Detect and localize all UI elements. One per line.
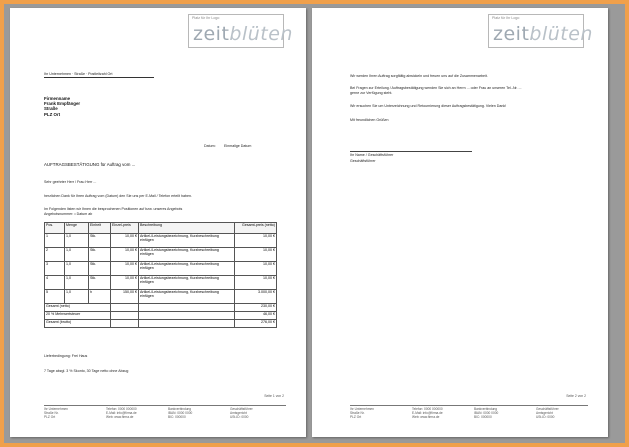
footer-col-bank [474, 407, 536, 420]
page-2 [312, 8, 608, 437]
header-description: Beschreibung [139, 223, 235, 234]
vat-label: 20 % Mehrwertsteuer [45, 312, 111, 320]
footer-text: Bankverbindung [474, 407, 498, 411]
cell-description: Artikel-/Leistungsbezeichnung, Kurzbeschreibung einfügen [139, 248, 235, 262]
sum-net-value: 230,00 € [235, 304, 277, 312]
footer-col-address [44, 407, 106, 420]
footer-text: Amtsgericht [536, 411, 553, 416]
recipient-name: Frank Empfänger [44, 101, 81, 106]
address-block [44, 72, 154, 117]
cell-total: 10,00 € [235, 248, 277, 262]
cell-qty: 1,0 [65, 234, 89, 248]
logo-placeholder [488, 14, 593, 48]
footer-text: Straße Nr. [44, 411, 59, 416]
page-number: Seite 2 von 2 [566, 394, 586, 398]
footer-divider [350, 405, 588, 406]
vat-row [45, 312, 277, 320]
logo-caption: Platz für Ihr Logo [492, 16, 520, 20]
cell-unit: h [89, 290, 111, 304]
header-pos: Pos. [45, 223, 65, 234]
sum-gross-label: Gesamt (brutto) [45, 320, 111, 328]
footer-text: E-Mail: info@firma.de [106, 411, 137, 416]
footer-col-contact [412, 407, 474, 420]
footer-text: Web: www.firma.de [412, 415, 440, 420]
closing-greeting: Mit freundlichen Grüßen [350, 118, 389, 122]
footer-text: Straße Nr. [350, 411, 365, 416]
recipient-company: Firmenname [44, 95, 71, 101]
recipient-city: PLZ Ort [44, 111, 61, 117]
footer-text: Telefon: 0000 000000 [412, 407, 443, 411]
footer-text: IBAN: 0000 0000 [168, 411, 193, 416]
closing-line-1: Wir werden Ihren Auftrag sorgfältig abwickeln und freuen uns auf die Zusammenarbeit. [350, 74, 488, 78]
payment-terms: 7 Tage abzgl. 3 % Skonto, 30 Tage netto ohne Abzug [44, 369, 129, 373]
recipient-street: Straße [44, 106, 58, 112]
list-intro-line-2: Angebotsnummer: • Datum ab [44, 212, 93, 216]
footer-text: Geschäftsführer [536, 407, 559, 411]
sender-line: Ihr Unternehmen · Straße · Postleitzahl Ort [44, 72, 154, 78]
footer-text: Telefon: 0000 000000 [106, 407, 137, 411]
footer-text: Geschäftsführer [230, 407, 253, 411]
footer-col-legal [230, 407, 292, 420]
cell-total: 3.000,00 € [235, 290, 277, 304]
footer-text: PLZ Ort [44, 415, 56, 420]
footer [44, 407, 292, 420]
header-qty: Menge [65, 223, 89, 234]
date-value: Einmalige Datum [224, 144, 252, 148]
footer [350, 407, 598, 420]
page-number: Seite 1 von 2 [264, 394, 284, 398]
cell-total: 10,00 € [235, 276, 277, 290]
positions-table [44, 222, 277, 328]
table-row [45, 248, 277, 262]
sum-gross-value: 276,00 € [235, 320, 277, 328]
vat-value: 46,00 € [235, 312, 277, 320]
cell-price: 10,00 € [111, 262, 139, 276]
footer-col-contact [106, 407, 168, 420]
cell-pos: 5 [45, 290, 65, 304]
cell-unit: Stk. [89, 276, 111, 290]
cell-price: 150,00 € [111, 290, 139, 304]
logo-main-text: zeit [493, 23, 530, 45]
table-row [45, 276, 277, 290]
footer-col-address [350, 407, 412, 420]
cell-unit: Stk. [89, 248, 111, 262]
header-price: Einzel-preis [111, 223, 139, 234]
closing-line-4: Wir ersuchen Sie um Unterzeichnung und Retournierung dieser Auftragsbestätigung. Vielen Dank! [350, 104, 507, 108]
delivery-terms: Lieferbedingung: Frei Haus [44, 354, 88, 358]
cell-qty: 1,0 [65, 290, 89, 304]
footer-text: Ihr Unternehmen [44, 407, 68, 411]
cell-price: 10,00 € [111, 248, 139, 262]
cell-qty: 1,0 [65, 276, 89, 290]
logo-caption: Platz für Ihr Logo [192, 16, 220, 20]
company-logo [193, 23, 293, 45]
footer-text: PLZ Ort [350, 415, 362, 420]
cell-description: Artikel-/Leistungsbezeichnung, Kurzbeschreibung einfügen [139, 276, 235, 290]
cell-unit: Stk. [89, 262, 111, 276]
page-1 [10, 8, 306, 437]
closing-line-2: Bei Fragen zur Erteilung / Auftragsbestätigung wenden Sie sich an Herrn ... oder Frau an unseren Tel.-Nr. ... [350, 86, 522, 90]
cell-description: Artikel-/Leistungsbezeichnung, Kurzbeschreibung einfügen [139, 262, 235, 276]
footer-text: Web: www.firma.de [106, 415, 134, 420]
footer-text: USt-ID: 0000 [230, 415, 249, 420]
cell-unit: Stk. [89, 234, 111, 248]
cell-qty: 1,0 [65, 262, 89, 276]
date-label: Datum: [204, 144, 216, 148]
sum-gross-row [45, 320, 277, 328]
footer-text: Amtsgericht [230, 411, 247, 416]
company-logo [493, 23, 593, 45]
cell-description: Artikel-/Leistungsbezeichnung, Kurzbeschreibung einfügen [139, 234, 235, 248]
footer-divider [44, 405, 286, 406]
logo-main-text: zeit [193, 23, 230, 45]
list-intro-line-1: Im Folgenden listen wir Ihnen die besprochenen Positionen auf bzw. unseres Angebots [44, 207, 183, 211]
cell-pos: 4 [45, 276, 65, 290]
footer-col-bank [168, 407, 230, 420]
intro-paragraph: herzlichen Dank für Ihren Auftrag vom (Datum) den Sie uns per E-Mail / Telefon erteilt haben. [44, 194, 192, 198]
logo-placeholder [188, 14, 293, 48]
footer-col-legal [536, 407, 598, 420]
closing-line-3: gerne zur Verfügung steht. [350, 91, 393, 95]
signature-line [350, 151, 472, 152]
footer-text: USt-ID: 0000 [536, 415, 555, 420]
cell-description: Artikel-/Leistungsbezeichnung, Kurzbeschreibung einfügen [139, 290, 235, 304]
cell-pos: 2 [45, 248, 65, 262]
footer-text: E-Mail: info@firma.de [412, 411, 443, 416]
cell-total: 10,00 € [235, 262, 277, 276]
salutation: Sehr geehrter Herr / Frau Herr ... [44, 180, 97, 184]
cell-pos: 1 [45, 234, 65, 248]
logo-italic-text: blüten [229, 23, 293, 45]
footer-text: IBAN: 0000 0000 [474, 411, 499, 416]
header-total: Gesamt-preis (netto) [235, 223, 277, 234]
cell-price: 10,00 € [111, 234, 139, 248]
signer-title: Geschäftsführer [350, 159, 376, 163]
table-header-row [45, 223, 277, 234]
footer-text: Ihr Unternehmen [350, 407, 374, 411]
sum-net-row [45, 304, 277, 312]
footer-text: BIC: 000000 [168, 415, 186, 420]
footer-text: Bankverbindung [168, 407, 192, 411]
footer-text: BIC: 000000 [474, 415, 492, 420]
table-row [45, 290, 277, 304]
cell-total: 10,00 € [235, 234, 277, 248]
cell-price: 10,00 € [111, 276, 139, 290]
cell-qty: 1,0 [65, 248, 89, 262]
header-unit: Einheit [89, 223, 111, 234]
table-row [45, 262, 277, 276]
cell-pos: 3 [45, 262, 65, 276]
table-row [45, 234, 277, 248]
logo-italic-text: blüten [529, 23, 593, 45]
signer-name: Ihr Name / Geschäftsführer [350, 153, 394, 157]
sum-net-label: Gesamt (netto) [45, 304, 111, 312]
document-subject: AUFTRAGSBESTÄTIGUNG für Auftrag vom ... [44, 162, 136, 167]
